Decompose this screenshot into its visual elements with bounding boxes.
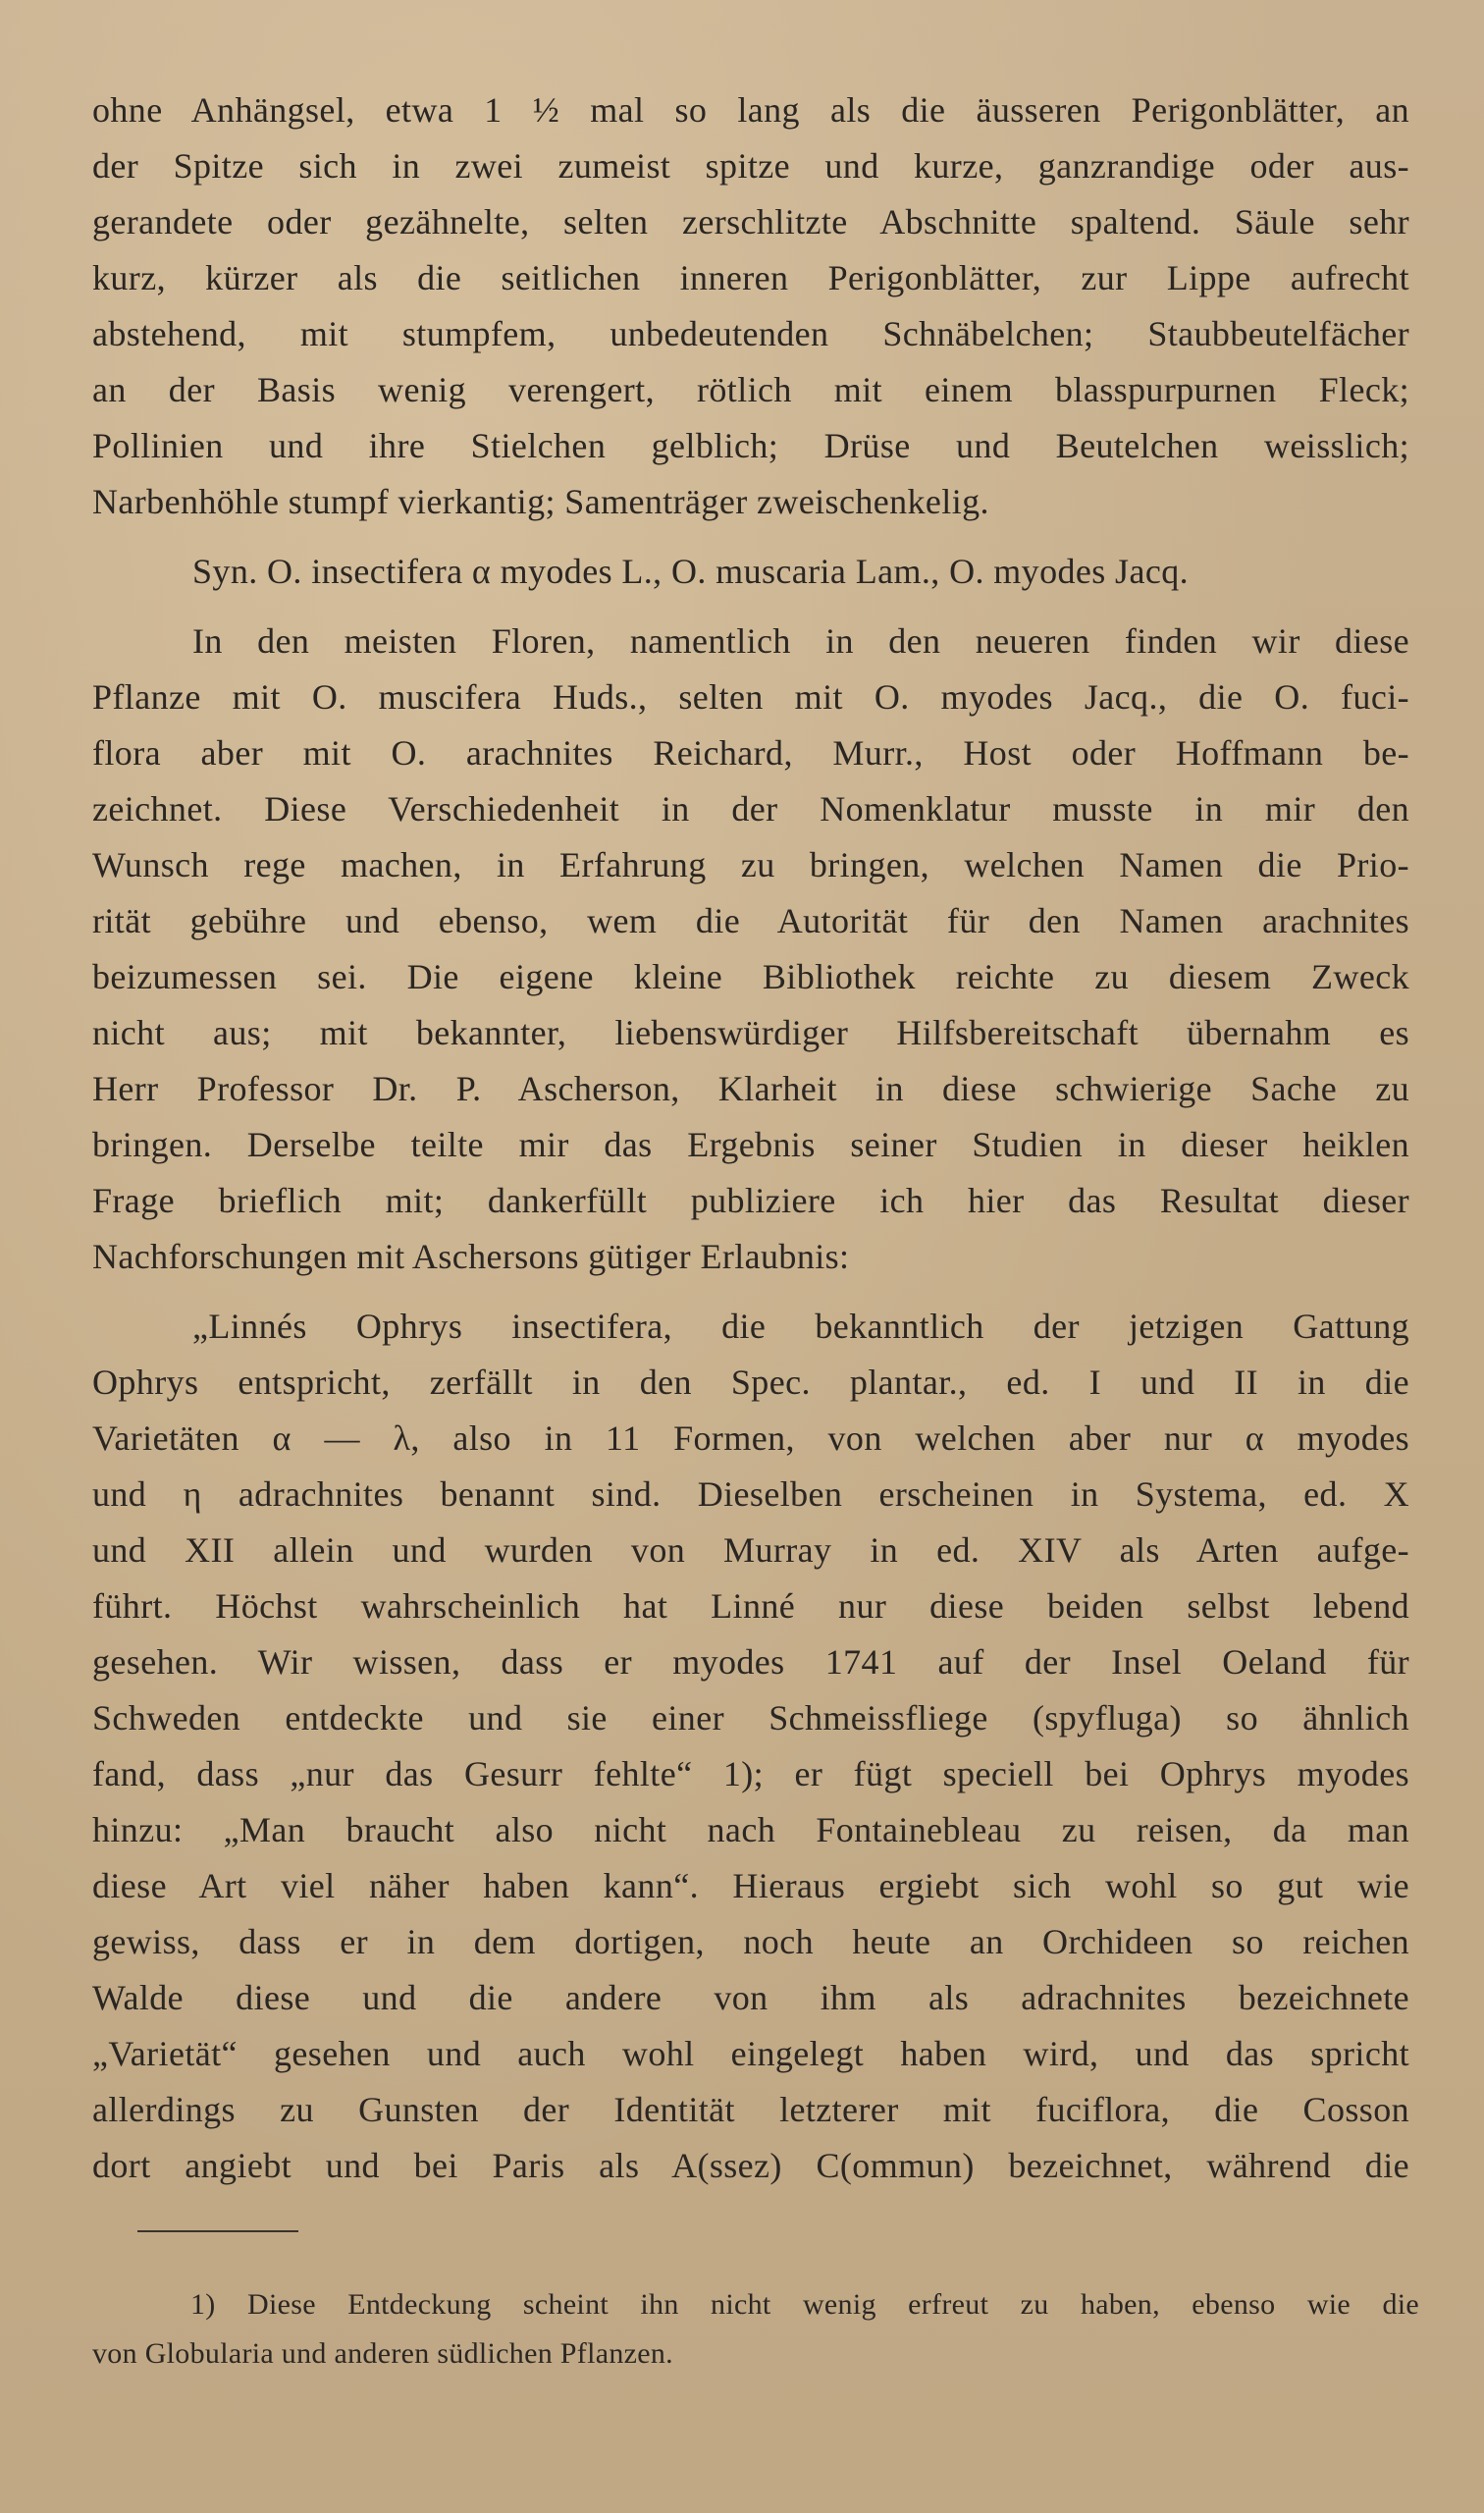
text-line: gewiss, dass er in dem dortigen, noch heute an Orchideen so reichen (92, 1922, 1409, 1961)
text-line: nicht aus; mit bekannter, liebenswürdiger Hilfsbereitschaft übernahm es (92, 1013, 1409, 1052)
text-line: „Varietät“ gesehen und auch wohl eingelegt haben wird, und das spricht (92, 2034, 1409, 2073)
text-line: rität gebühre und ebenso, wem die Autorität für den Namen arachnites (92, 901, 1409, 940)
text-line: Nachforschungen mit Aschersons gütiger Erlaubnis: (92, 1237, 850, 1276)
footnote-line: von Globularia und anderen südlichen Pflanzen. (92, 2337, 673, 2370)
text-line: zeichnet. Diese Verschiedenheit in der Nomenklatur musste in mir den (92, 789, 1409, 829)
text-line: und XII allein und wurden von Murray in ed. XIV als Arten aufge- (92, 1530, 1409, 1570)
text-line: führt. Höchst wahrscheinlich hat Linné nur diese beiden selbst lebend (92, 1586, 1409, 1626)
text-line: fand, dass „nur das Gesurr fehlte“ 1); er fügt speciell bei Ophrys myodes (92, 1754, 1409, 1793)
text-line: Pflanze mit O. muscifera Huds., selten mit O. myodes Jacq., die O. fuci- (92, 677, 1409, 717)
text-line: Varietäten α — λ, also in 11 Formen, von welchen aber nur α myodes (92, 1418, 1409, 1458)
text-line: kurz, kürzer als die seitlichen inneren Perigonblätter, zur Lippe aufrecht (92, 258, 1409, 297)
paragraph-gap (92, 530, 1409, 544)
text-line: allerdings zu Gunsten der Identität letzterer mit fuciflora, die Cosson (92, 2090, 1409, 2129)
text-line: ohne Anhängsel, etwa 1 ½ mal so lang als die äusseren Perigonblätter, an (92, 90, 1409, 130)
footnote-separator (137, 2230, 298, 2232)
text-line: Herr Professor Dr. P. Ascherson, Klarheit in diese schwierige Sache zu (92, 1069, 1409, 1108)
text-line: „Linnés Ophrys insectifera, die bekanntlich der jetzigen Gattung (192, 1307, 1409, 1346)
text-line: der Spitze sich in zwei zumeist spitze und kurze, ganzrandige oder aus- (92, 146, 1409, 186)
text-line: hinzu: „Man braucht also nicht nach Fontainebleau zu reisen, da man (92, 1810, 1409, 1849)
footnote-line: 1) Diese Entdeckung scheint ihn nicht wenig erfreut zu haben, ebenso wie die (190, 2288, 1419, 2321)
text-line: gerandete oder gezähnelte, selten zerschlitzte Abschnitte spaltend. Säule sehr (92, 202, 1409, 241)
paragraph-gap (92, 600, 1409, 614)
main-text-block (92, 82, 1409, 2194)
text-line: Frage brieflich mit; dankerfüllt publiziere ich hier das Resultat dieser (92, 1181, 1409, 1220)
text-line: Walde diese und die andere von ihm als adrachnites bezeichnete (92, 1978, 1409, 2017)
text-line: flora aber mit O. arachnites Reichard, Murr., Host oder Hoffmann be- (92, 733, 1409, 773)
synonym-line: Syn. O. insectifera α myodes L., O. muscaria Lam., O. myodes Jacq. (192, 552, 1190, 591)
text-line: In den meisten Floren, namentlich in den neueren finden wir diese (192, 621, 1409, 661)
text-line: und η adrachnites benannt sind. Dieselben erscheinen in Systema, ed. X (92, 1474, 1409, 1514)
text-line: dort angiebt und bei Paris als A(ssez) C(ommun) bezeichnet, während die (92, 2146, 1409, 2185)
text-line: abstehend, mit stumpfem, unbedeutenden Schnäbelchen; Staubbeutelfächer (92, 314, 1409, 353)
text-line: beizumessen sei. Die eigene kleine Bibliothek reichte zu diesem Zweck (92, 957, 1409, 996)
text-line: Narbenhöhle stumpf vierkantig; Samenträger zweischenkelig. (92, 482, 989, 521)
text-line: Wunsch rege machen, in Erfahrung zu bringen, welchen Namen die Prio- (92, 845, 1409, 884)
paragraph-gap (92, 1285, 1409, 1299)
text-line: Pollinien und ihre Stielchen gelblich; Drüse und Beutelchen weisslich; (92, 426, 1409, 465)
text-line: Ophrys entspricht, zerfällt in den Spec. plantar., ed. I und II in die (92, 1363, 1409, 1402)
text-line: bringen. Derselbe teilte mir das Ergebnis seiner Studien in dieser heiklen (92, 1125, 1409, 1164)
text-line: diese Art viel näher haben kann“. Hieraus ergiebt sich wohl so gut wie (92, 1866, 1409, 1905)
text-line: Schweden entdeckte und sie einer Schmeissfliege (spyfluga) so ähnlich (92, 1698, 1409, 1738)
footnote (92, 2280, 1419, 2379)
text-line: gesehen. Wir wissen, dass er myodes 1741 auf der Insel Oeland für (92, 1642, 1409, 1682)
text-line: an der Basis wenig verengert, rötlich mit einem blasspurpurnen Fleck; (92, 370, 1409, 409)
